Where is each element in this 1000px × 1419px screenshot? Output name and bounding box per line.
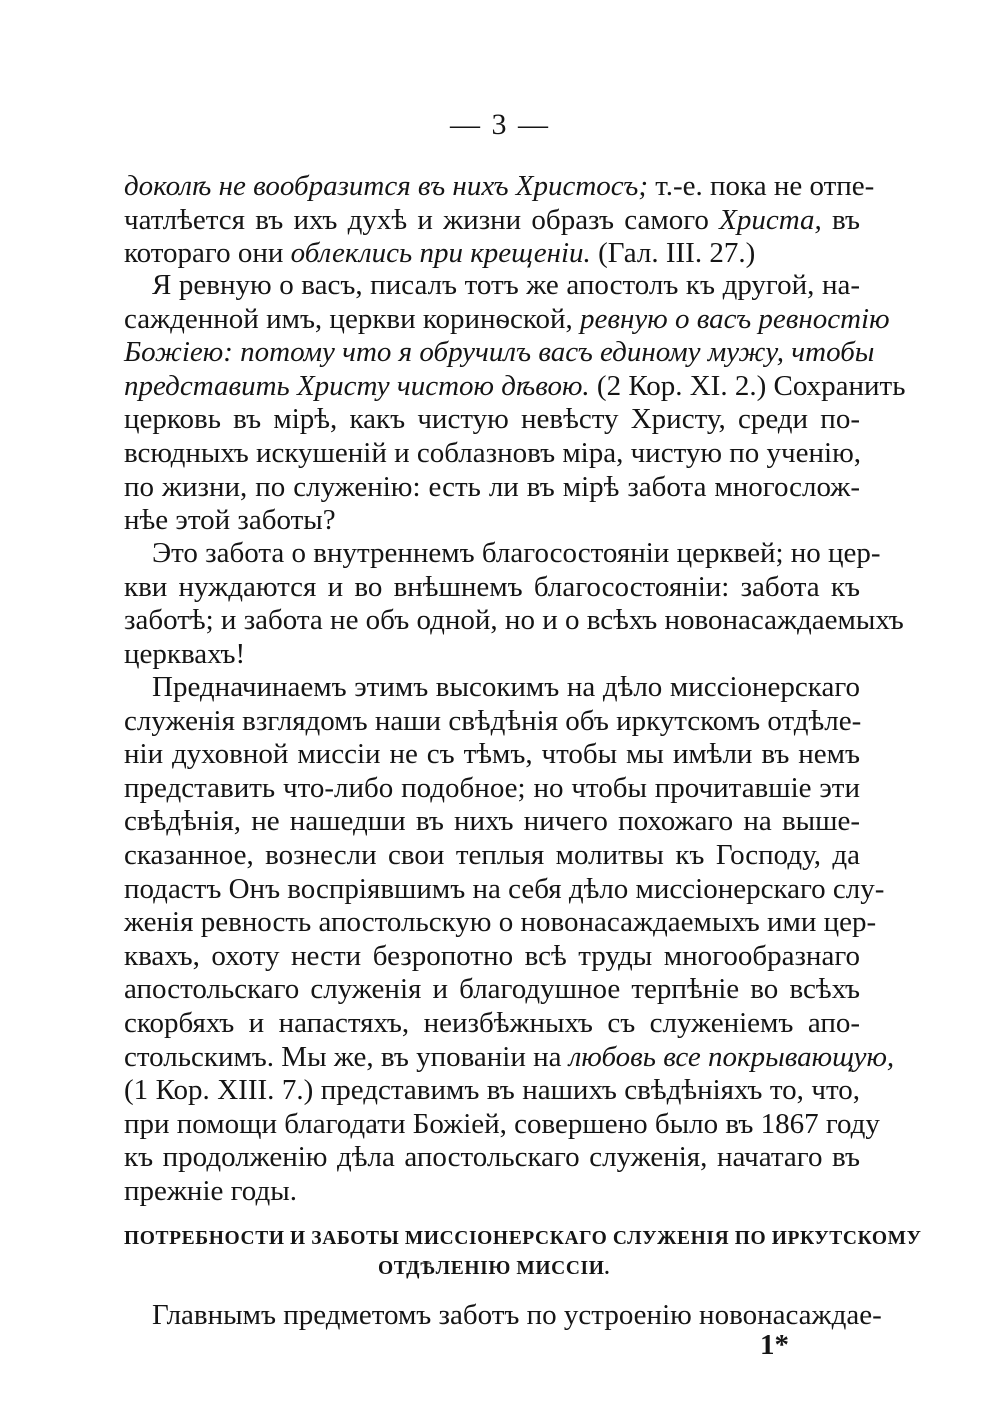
text-line [124, 236, 860, 270]
text-line [124, 905, 877, 939]
italic-segment: представить Христу чистою дѣвою. [124, 369, 590, 402]
text-segment: служенія взглядомъ наши свѣдѣнія объ иркутскомъ отдѣле- [124, 704, 862, 737]
text-segment: кви нуждаются и во внѣшнемъ благосостояніи: забота къ [124, 570, 860, 603]
text-segment: при помощи благодати Божіей, совершено было въ 1867 году [124, 1107, 880, 1140]
italic-segment: Божіею: потому что я обручилъ васъ единому мужу, чтобы [124, 336, 875, 369]
text-line [124, 1006, 860, 1040]
text-segment: т.-е. пока не отпе- [648, 170, 875, 202]
section-heading-line-2: ОТДѢЛЕНІЮ МИССІИ. [378, 1258, 610, 1279]
text-segment: церковь въ мірѣ, какъ чистую невѣсту Христу, среди по- [124, 403, 860, 436]
text-segment: ніи духовной миссіи не съ тѣмъ, чтобы мы имѣли въ немъ [124, 738, 860, 771]
text-segment: заботѣ; и забота не объ одной, но и о всѣхъ новонасаждаемыхъ [124, 604, 904, 637]
section-heading-line-1: ПОТРЕБНОСТИ И ЗАБОТЫ МИССІОНЕРСКАГО СЛУЖЕНІЯ ПО ИРКУТСКОМУ [124, 1228, 922, 1249]
italic-segment: Христа, [719, 203, 822, 236]
text-segment: церквахъ! [124, 637, 246, 670]
text-line [124, 570, 860, 604]
text-line [124, 369, 906, 403]
text-segment: прежніе годы. [124, 1175, 297, 1207]
final-line: Главнымъ предметомъ заботъ по устроенію новонасаждае- [152, 1299, 882, 1331]
text-line [124, 503, 860, 537]
text-line [124, 838, 860, 872]
text-segment: въ [821, 203, 860, 236]
text-segment: (Гал. III. 27.) [590, 237, 756, 270]
text-segment: квахъ, охоту нести безропотно всѣ труды многообразнаго [124, 939, 860, 972]
text-line [124, 1140, 860, 1174]
text-line [124, 1174, 860, 1208]
text-segment: всюдныхъ искушеній и соблазновъ міра, чистую по ученію, [124, 437, 861, 469]
text-line [124, 637, 860, 671]
text-line [124, 603, 904, 637]
signature-mark: 1* [760, 1329, 789, 1361]
text-segment: нѣе этой заботы? [124, 504, 336, 537]
text-line [124, 704, 860, 738]
italic-segment: ревную о васъ ревностію [580, 302, 890, 335]
text-segment: сказанное, вознесли свои теплыя молитвы къ Господу, да [124, 839, 860, 871]
italic-segment: любовь все покрывающую, [568, 1040, 895, 1073]
text-segment: женія ревность апостольскую о новонасаждаемыхъ ими цер- [124, 906, 877, 939]
text-segment: (1 Кор. XIII. 7.) представимъ въ нашихъ свѣдѣніяхъ то, что, [124, 1074, 860, 1107]
text-line [124, 402, 860, 436]
text-line [124, 939, 860, 973]
page-number: — 3 — [450, 108, 550, 141]
text-segment: котораго они [124, 237, 291, 270]
text-segment: стольскимъ. Мы же, въ упованіи на [124, 1040, 569, 1073]
text-segment: чатлѣется въ ихъ духѣ и жизни образъ самого [124, 203, 720, 236]
text-segment: къ продолженію дѣла апостольскаго служенія, начатаго въ [124, 1141, 860, 1174]
text-line [124, 804, 860, 838]
text-line [124, 737, 860, 771]
text-line [124, 436, 860, 470]
text-segment: по жизни, по служенію: есть ли въ мірѣ забота многослож- [124, 470, 860, 503]
text-segment: Это забота о внутреннемъ благосостояніи церквей; но цер- [152, 537, 881, 569]
text-segment: Предначинаемъ этимъ высокимъ на дѣло миссіонерскаго [152, 671, 860, 703]
text-line [124, 872, 885, 906]
italic-segment: доколѣ не вообразится въ нихъ Христосъ; [124, 170, 648, 202]
text-line [124, 335, 875, 369]
text-line [124, 1107, 880, 1141]
text-line [152, 670, 860, 704]
text-segment: Я ревную о васъ, писалъ тотъ же апостолъ къ другой, на- [152, 269, 860, 301]
text-segment: представить что-либо подобное; но чтобы прочитавшіе эти [124, 771, 860, 804]
text-segment: (2 Кор. XI. 2.) Сохранить [589, 369, 906, 402]
text-line [124, 1040, 895, 1074]
text-line [124, 470, 860, 504]
text-line [124, 169, 875, 203]
italic-segment: облеклись при крещеніи. [290, 237, 591, 270]
text-segment: сажденной имъ, церкви коринѳской, [124, 302, 581, 335]
text-line [124, 1073, 860, 1107]
text-segment: апостольскаго служенія и благодушное терпѣніе во всѣхъ [124, 973, 860, 1006]
text-segment: подастъ Онъ воспріявшимъ на себя дѣло миссіонерскаго слу- [124, 872, 885, 905]
text-line [152, 536, 881, 570]
text-line [124, 972, 860, 1006]
text-segment: скорбяхъ и напастяхъ, неизбѣжныхъ съ служеніемъ апо- [124, 1007, 860, 1039]
text-segment: свѣдѣнія, не нашедши въ нихъ ничего похожаго на выше- [124, 805, 860, 838]
text-line [124, 302, 890, 336]
text-line [124, 203, 860, 237]
text-line [152, 268, 860, 302]
text-line [124, 771, 860, 805]
